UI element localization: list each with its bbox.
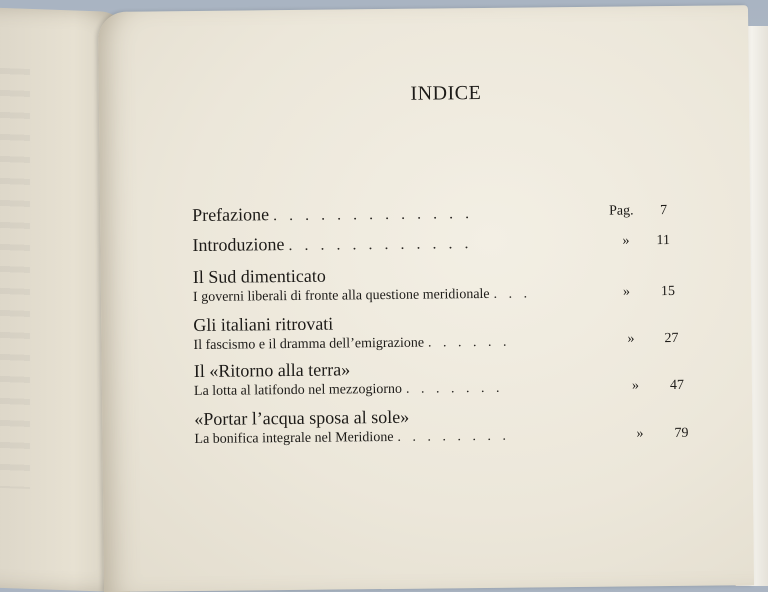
toc-heading: Prefazione (192, 204, 270, 226)
toc-page-number: 79 (674, 425, 689, 441)
toc-entry-ritorno-alla-terra (194, 358, 504, 400)
toc-leader-dots: . . . . . . (427, 334, 511, 351)
toc-entry-italiani-ritrovati (193, 312, 510, 354)
toc-leader-dots: . . . . . . . (405, 380, 504, 397)
toc-subtitle: I governi liberali di fronte alla questione meridionale (192, 286, 490, 306)
toc-heading: Il Sud dimenticato (192, 265, 326, 288)
toc-entry-prefazione (192, 202, 473, 226)
toc-leader-dots: . . . . . . . . (397, 428, 511, 445)
toc-page-number: 15 (660, 283, 676, 300)
index-page (98, 5, 754, 592)
toc-page-number: 27 (664, 330, 679, 347)
toc-page-number: 11 (656, 233, 670, 249)
toc-marker: Pag. (609, 203, 634, 219)
toc-leader-dots: . . . (493, 286, 532, 302)
left-page-bleed-text (0, 68, 30, 489)
toc-marker: » (627, 331, 635, 347)
index-title: INDICE (410, 81, 482, 105)
toc-heading: Introduzione (192, 234, 285, 256)
toc-entry-sud-dimenticato (193, 263, 532, 306)
toc-heading: Gli italiani ritrovati (193, 313, 334, 336)
toc-entry-introduzione (192, 232, 472, 256)
toc-leader-dots: . . . . . . . . . . . . . (273, 205, 474, 225)
toc-marker: » (631, 378, 640, 394)
toc-marker: » (636, 426, 644, 442)
toc-page-number: 47 (669, 377, 685, 394)
toc-entry-portar-acqua (194, 406, 510, 448)
toc-marker: » (622, 233, 630, 249)
toc-subtitle: La lotta al latifondo nel mezzogiorno (193, 381, 403, 400)
toc-heading: Il «Ritorno alla terra» (193, 359, 351, 382)
toc-subtitle: Il fascismo e il dramma dell’emigrazione (193, 335, 425, 354)
toc-page-number: 7 (660, 203, 668, 219)
toc-heading: «Portar l’acqua sposa al sole» (194, 406, 410, 430)
toc-leader-dots: . . . . . . . . . . . . (288, 235, 473, 255)
toc-marker: » (622, 284, 631, 300)
toc-subtitle: La bonifica integrale nel Meridione (194, 429, 394, 448)
